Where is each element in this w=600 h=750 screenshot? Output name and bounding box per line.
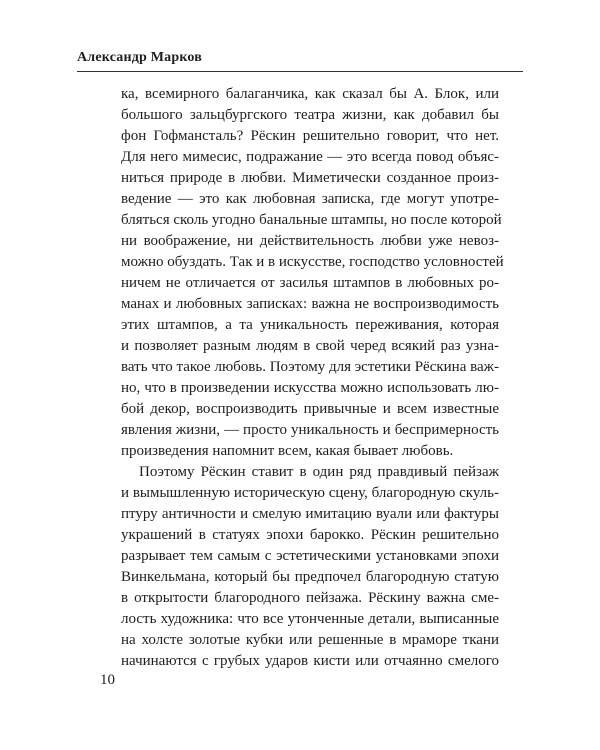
text-line: ни воображение, ни действительность любви уже невоз- [121,233,499,249]
text-line: произведения напомнит всем, какая бывает любовь. [121,443,454,459]
text-line: но, что в произведении искусства можно использовать лю- [121,380,499,396]
text-line: бляться сколь угодно банальные штампы, но после которой [121,212,502,228]
text-line: фон Гофмансталь? Рёскин решительно говорит, что нет. [121,128,499,144]
text-line: вать что такое любовь. Поэтому для эстетики Рёскина важ- [121,359,500,375]
text-line: Для него мимесис, подражание — это всегда повод объяс- [121,149,499,165]
text-line: Винкельмана, который бы предпочел благородную статую [121,569,499,585]
text-line: явления жизни, — просто уникальность и беспримерность [121,422,499,438]
text-line: и вымышленную историческую сцену, благородную скуль- [121,485,499,501]
text-line: большого зальцбургского театра жизни, как добавил бы [121,107,499,123]
text-line: лость художника: что все утонченные детали, выписанные [121,611,499,627]
header-rule [77,71,523,72]
text-line: ничем не отличается от засилья штампов в любовных ро- [121,275,499,291]
running-head-author: Александр Марков [77,50,203,65]
text-line: на холсте золотые кубки или решенные в мраморе ткани [121,632,499,648]
paragraph-1 [121,84,504,462]
text-line: начинаются с грубых ударов кисти или отчаянно смелого [121,653,499,669]
text-line: в открытости благородного пейзажа. Рёскину важна сме- [121,590,499,606]
text-line: манах и любовных записках: важна не воспроизводимость [121,296,499,312]
body-text [121,84,504,672]
text-line: Поэтому Рёскин ставит в один ряд правдивый пейзаж [139,464,499,480]
text-line: и позволяет разным людям в свой черед всякий раз узна- [121,338,499,354]
text-line: этих штампов, а та уникальность переживания, которая [121,317,499,333]
text-line: можно обуздать. Так и в искусстве, господство условностей [121,254,504,270]
page-number: 10 [100,672,115,688]
text-line: украшений в статуях эпохи барокко. Рёскин решительно [121,527,499,543]
text-line: ниться природе в любви. Миметически созданное произ- [121,170,499,186]
text-line: ка, всемирного балаганчика, как сказал бы А. Блок, или [121,86,499,102]
text-line: бой декор, воспроизводить привычные и всем известные [121,401,499,417]
text-line: разрывает тем самым с эстетическими установками эпохи [121,548,499,564]
paragraph-2 [121,462,499,672]
text-line: ведение — это как любовная записка, где могут употре- [121,191,499,207]
text-line: птуру античности и смелую имитацию вуали или фактуры [121,506,499,522]
